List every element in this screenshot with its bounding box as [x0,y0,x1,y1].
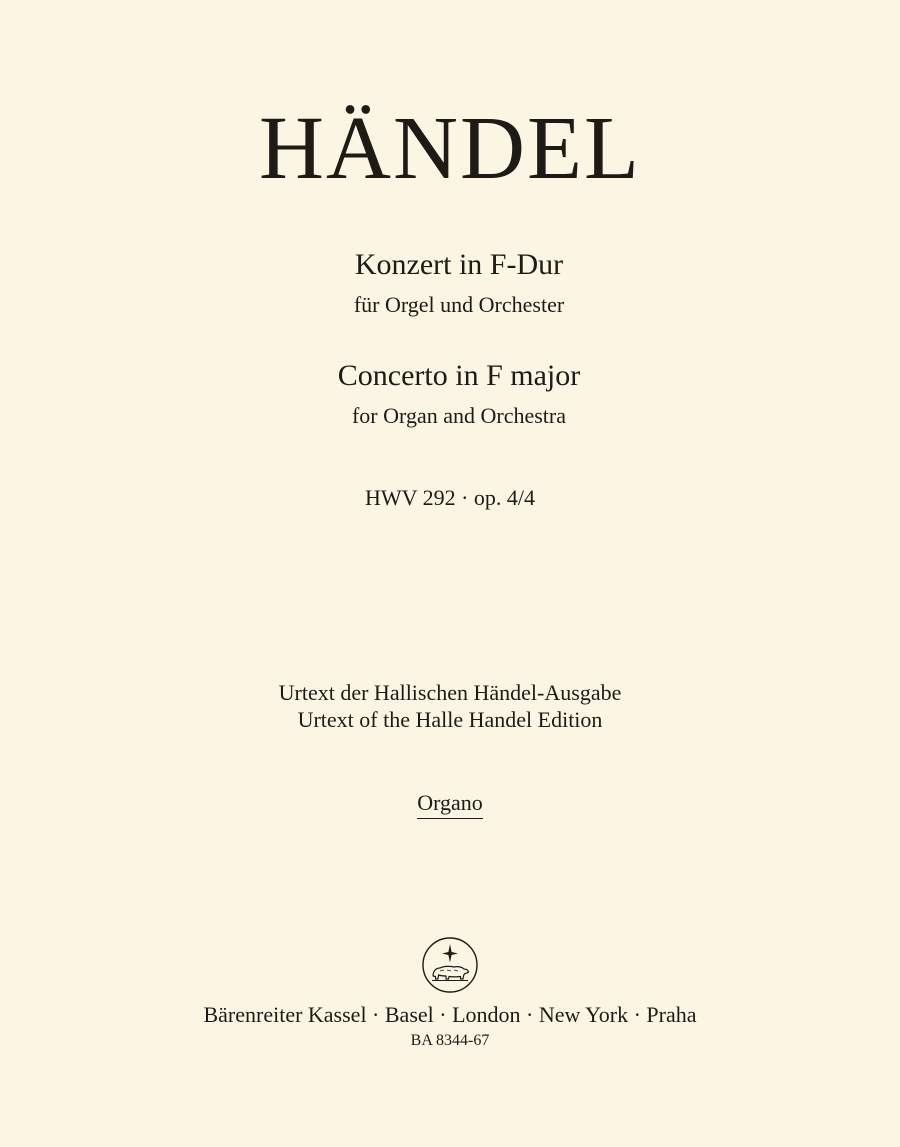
part-name-label: Organo [417,790,483,819]
composer-name: HÄNDEL [259,99,641,198]
work-title-german: Konzert in F-Dur [354,248,564,281]
work-title-english: Concerto in F major [337,359,581,392]
urtext-edition-german: Urtext der Hallischen Händel-Ausgabe [278,680,622,705]
catalog-number: BA 8344-67 [410,1032,490,1049]
work-subtitle-english: for Organ and Orchestra [351,403,566,428]
urtext-edition-english: Urtext of the Halle Handel Edition [297,707,603,732]
baerenreiter-bear-star-logo-icon [420,935,480,995]
publisher-imprint: Bärenreiter Kassel · Basel · London · New York · Praha [203,1002,697,1027]
work-subtitle-german: für Orgel und Orchester [353,292,565,317]
part-name [0,790,900,819]
catalog-designation: HWV 292 · op. 4/4 [364,485,536,510]
